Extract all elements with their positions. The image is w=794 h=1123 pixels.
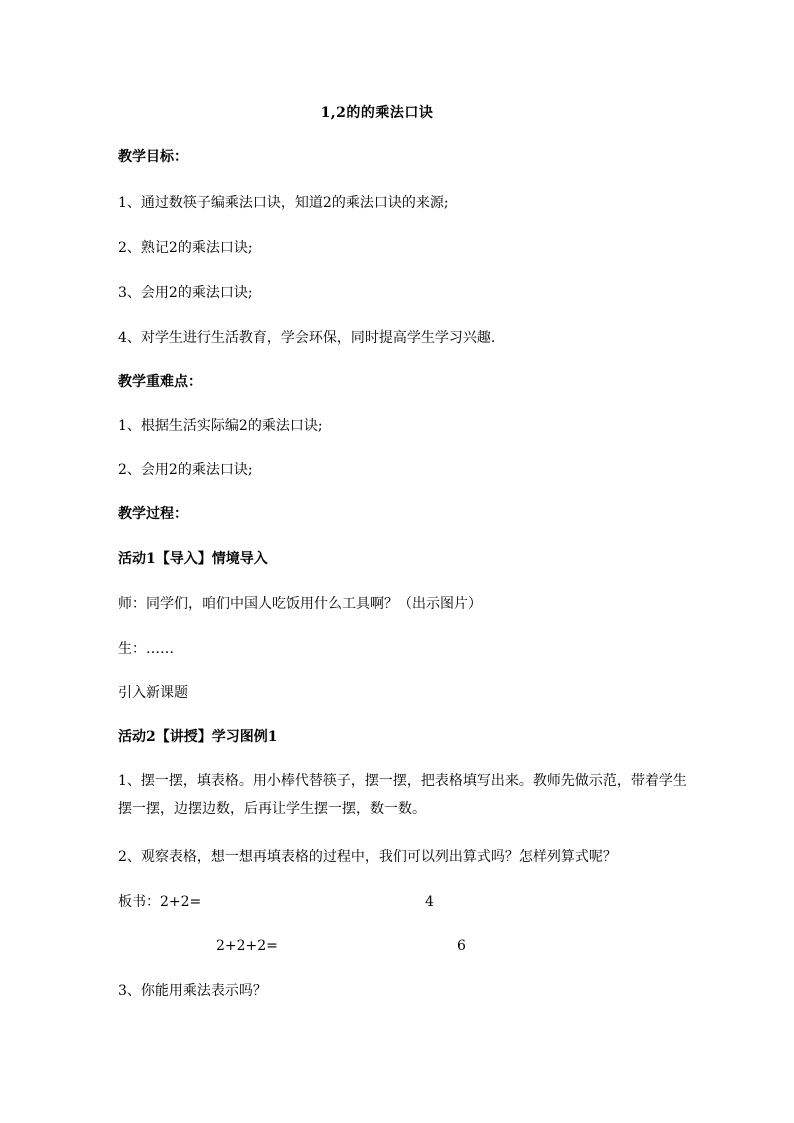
key-points-heading: 教学重难点： bbox=[118, 374, 202, 390]
activity1-line-3: 引入新课题 bbox=[118, 685, 188, 701]
key-point-item-1: 1、根据生活实际编2的乘法口诀; bbox=[118, 418, 323, 434]
key-point-item-2: 2、会用2的乘法口诀; bbox=[118, 462, 253, 478]
board-label: 板书：2+2= bbox=[118, 894, 202, 910]
objective-item-4: 4、对学生进行生活教育，学会环保，同时提高学生学习兴趣. bbox=[118, 330, 496, 346]
process-heading: 教学过程： bbox=[118, 506, 188, 522]
activity2-paragraph-1: 1、摆一摆，填表格。用小棒代替筷子，摆一摆，把表格填写出来。教师先做示范，带着学生摆一摆，边摆边数，后再让学生摆一摆，数一数。 bbox=[118, 773, 687, 817]
activity1-line-1: 师：同学们，咱们中国人吃饭用什么工具啊？（出示图片） bbox=[118, 596, 482, 612]
activity2-paragraph-2: 2、观察表格，想一想再填表格的过程中，我们可以列出算式吗？怎样列算式呢？ bbox=[118, 849, 617, 865]
board-expression-2: 2+2+2= bbox=[216, 938, 278, 954]
activity2-heading: 活动2【讲授】学习图例1 bbox=[118, 729, 278, 745]
objectives-heading: 教学目标： bbox=[118, 149, 188, 165]
board-result-1: 4 bbox=[425, 894, 434, 910]
activity1-line-2: 生：…… bbox=[118, 641, 174, 657]
document-title: 1,2的的乘法口诀 bbox=[320, 105, 434, 121]
objective-item-2: 2、熟记2的乘法口诀; bbox=[118, 240, 253, 256]
board-result-2: 6 bbox=[457, 938, 466, 954]
objective-item-3: 3、会用2的乘法口诀; bbox=[118, 285, 253, 301]
activity2-paragraph-3: 3、你能用乘法表示吗？ bbox=[118, 983, 267, 999]
activity1-heading: 活动1【导入】情境导入 bbox=[118, 551, 268, 567]
objective-item-1: 1、通过数筷子编乘法口诀，知道2的乘法口诀的来源; bbox=[118, 195, 449, 211]
